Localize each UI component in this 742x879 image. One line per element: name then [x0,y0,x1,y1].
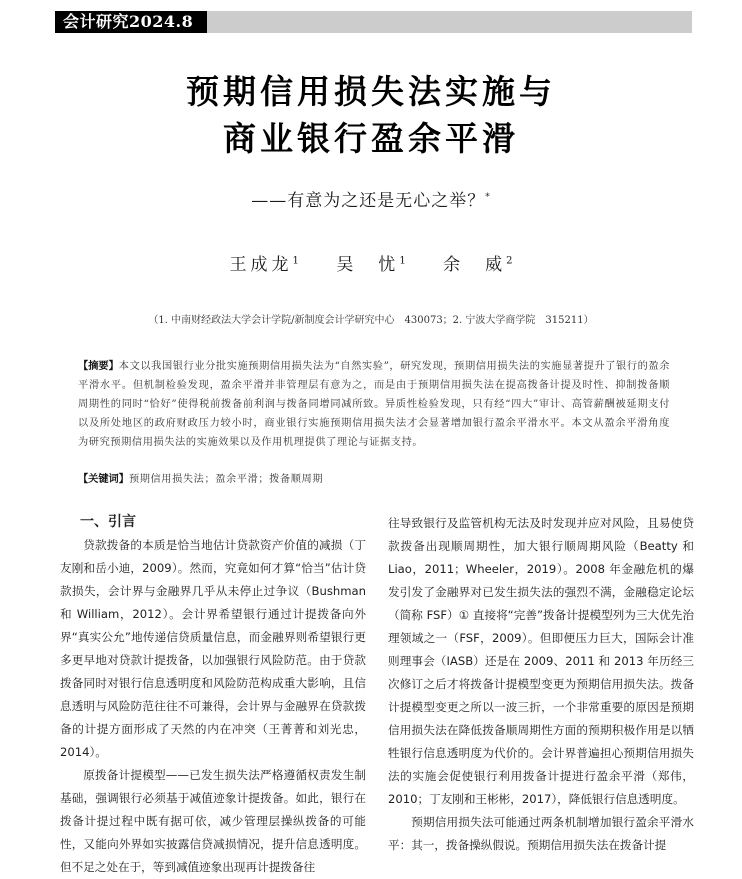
body-paragraph: 预期信用损失法可能通过两条机制增加银行盈余平滑水平：其一，拨备操纵假说。预期信用损失法在拨备计提 [388,815,694,852]
keywords-text: 预期信用损失法；盈余平滑；拨备顺周期 [128,474,324,485]
footnote-mark: * [485,192,491,203]
body-column-right [388,512,694,857]
affiliations: （1. 中南财经政法大学会计学院/新制度会计学研究中心 430073；2. 宁波大学商学院 315211） [148,315,594,326]
article-subtitle [0,186,742,211]
author [336,255,405,275]
body-paragraph: 贷款拨备的本质是恰当地估计贷款资产价值的减损（丁友刚和岳小迪，2009）。然而，究竟如何才算“恰当”估计贷款损失，会计界与金融界几乎从未停止过争议（Bushman 和 William，2012）。会计界希望银行通过计提拨备向外界“真实公允”地传递信贷质量信息，而金融界则希望银行更多更早地对贷款计提拨备，以加强银行风险防范。由于贷款拨备同时对银行信息透明度和风险防范构成重大影响，且信息透明与风险防范往往不可兼得，会计界与金融界在贷款拨备的计提方面形成了天然的内在冲突（王菁菁和刘光忠，2014）。 [60,538,366,759]
body-column-left [60,510,366,879]
abstract-text: 本文以我国银行业分批实施预期信用损失法为“自然实验”，研究发现，预期信用损失法的实施显著提升了银行的盈余平滑水平。但机制检验发现，盈余平滑并非管理层有意为之，而是由于预期信用损失法在提高拨备计提及时性、抑制拨备顺周期性的同时“恰好”使得税前拨备前利润与拨备同增同减所致。异质性检验发现，只有经“四大”审计、高管薪酬被延期支付以及所处地区的政府财政压力较小时，商业银行实施预期信用损失法才会显著增加银行盈余平滑水平。本文从盈余平滑角度为研究预期信用损失法的实施效果以及作用机理提供了理论与证据支持。 [78,361,670,448]
journal-issue-label: 会计研究2024.8 [55,11,207,33]
author [230,255,299,275]
author-name: 王成龙 [229,255,293,275]
body-paragraph: 往导致银行及监管机构无法及时发现并应对风险，且易使贷款拨备出现顺周期性，加大银行顺周期风险（Beatty 和 Liao，2011；Wheeler，2019）。2008 年金融危机的爆发引发了金融界对已发生损失法的强烈不满，金融稳定论坛（简称 FSF）① 直接将“完善”拨备计提模型列为三大优先治理领域之一（FSF，2009）。但即便压力巨大，国际会计准则理事会（IASB）还是在 2009、2011 和 2013 年历经三次修订之后才将拨备计提模型变更为预期信用损失法。拨备计提模型变更之所以一波三折，一个非常重要的原因是预期信用损失法在降低拨备顺周期性方面的预期积极作用是以牺牲银行信息透明度为代价的。会计界普遍担心预期信用损失法的实施会促使银行利用拨备计提进行盈余平滑（郑伟，2010；丁友刚和王彬彬，2017），降低银行信息透明度。 [388,516,694,806]
author-affil-mark: 1 [399,255,406,267]
section-heading: 一、引言 [80,514,136,530]
author-affil-mark: 2 [506,255,513,267]
author-list [0,250,742,275]
body-paragraph: 原拨备计提模型——已发生损失法严格遵循权责发生制基础，强调银行必须基于减值迹象计提拨备。如此，银行在拨备计提过程中既有据可依，减少管理层操纵拨备的可能性，又能向外界如实披露信贷减损情况，提升信息透明度。但不足之处在于，等到减值迹象出现再计提拨备往 [60,768,366,874]
keywords-label: 【关键词】 [78,474,129,485]
article-title-line-1: 预期信用损失法实施与 [186,72,556,111]
author-name: 吴 忧 [336,255,400,275]
keywords [78,470,670,485]
author-affil-mark: 1 [292,255,299,267]
author-name: 余 威 [443,255,507,275]
abstract [78,357,670,452]
author [443,255,512,275]
subtitle-text: ——有意为之还是无心之举？ [251,191,486,211]
abstract-label: 【摘要】 [78,361,119,372]
article-title-line-2: 商业银行盈余平滑 [223,119,519,158]
